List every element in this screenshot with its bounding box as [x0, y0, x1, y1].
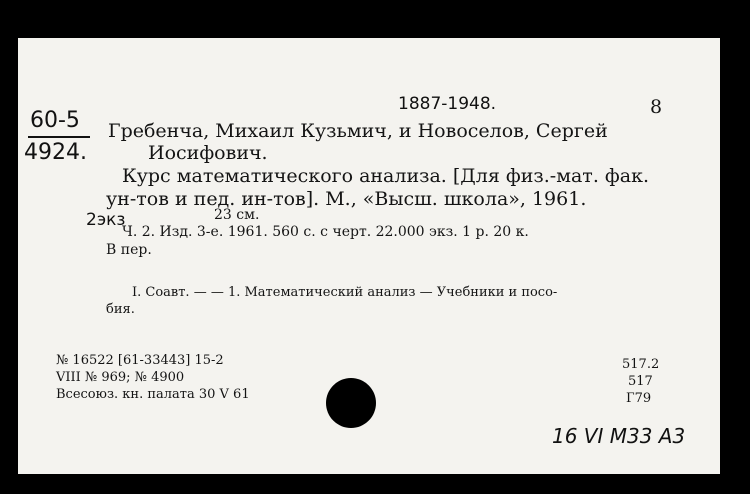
- authors-heading-cont: Иосифович.: [148, 142, 268, 164]
- book-size: 23 см.: [214, 207, 260, 223]
- handwritten-note: 16 VI М33 А3: [552, 424, 686, 448]
- classification-secondary: 517: [628, 374, 653, 389]
- subject-tracings-cont: бия.: [106, 302, 135, 317]
- book-title: Курс математического анализа. [Для физ.-мат. фак.: [122, 165, 650, 187]
- call-number-top: 60-5: [30, 108, 80, 133]
- binding: В пер.: [106, 242, 152, 258]
- card-number: 8: [650, 96, 663, 118]
- classification-primary: 517.2: [622, 357, 660, 372]
- call-number-bottom: 4924.: [24, 140, 87, 165]
- call-number-divider: [28, 136, 90, 138]
- registration-codes: VIII № 969; № 4900: [56, 370, 185, 385]
- subject-tracings: I. Соавт. — — 1. Математический анализ — Учебники и посо-: [132, 285, 558, 300]
- author-dates: 1887-1948.: [398, 94, 497, 114]
- punch-hole: [326, 378, 376, 428]
- chamber-imprint: Всесоюз. кн. палата 30 V 61: [56, 387, 250, 402]
- authors-heading: Гребенча, Михаил Кузьмич, и Новоселов, Сергей: [108, 120, 608, 142]
- author-mark: Г79: [626, 391, 652, 406]
- book-imprint: ун-тов и пед. ин-тов]. М., «Высш. школа», 1961.: [106, 188, 587, 210]
- copies-mark: 2экз: [86, 210, 126, 230]
- registration-number: № 16522 [61-33443] 15-2: [56, 353, 224, 368]
- edition-line: Ч. 2. Изд. 3-е. 1961. 560 с. с черт. 22.000 экз. 1 р. 20 к.: [122, 224, 529, 240]
